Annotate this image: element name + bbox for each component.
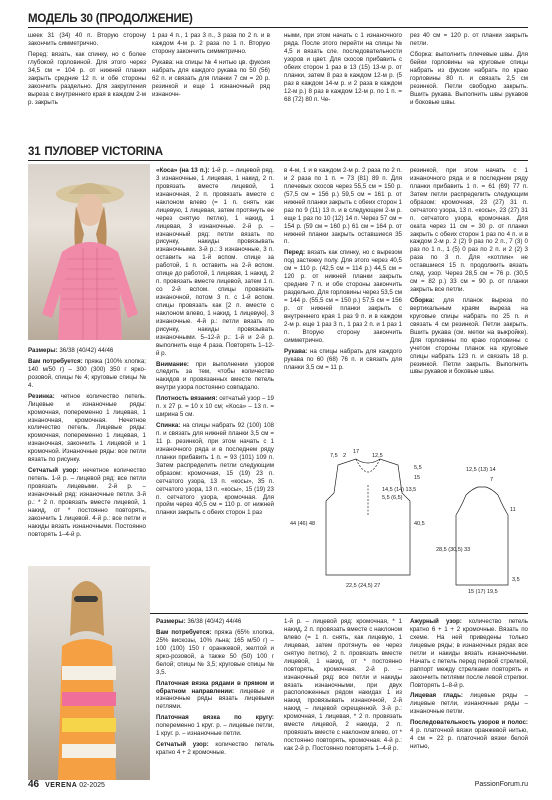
sleeve-outline [456, 487, 508, 585]
cable-paragraph: «Коса» (на 13 п.): 1-й р. – лицевой ряд. 3 изнаночные, 1 лицевая, 1 накид, 2 п. провязать вместе лицевой, 1 изнаночная, 2 п. провязать вместе с наклоном влево (= 1 п. снять как лицевую, 1 лицевая, затем протянуть ее через снятую петлю), 1 накид, 1 лицевая, 3 изнаночные. 2-й р. – изнаночный ряд: петли вязать по рисунку, накиды провязывать изнаночными. 3-й р.: 3 изнаночные, 3 п. оставить на 1-й вспом. спице за работой, 1 п. оставить на 2-й вспом. спице до работой, 1 лицевая, 1 накид, 2 п. провязать вместе лицевой, затем 1 п. со 2-й вспом. спицы провязать изнаночной, потом 3 п. с 1-й вспом. спицы провязать как [2 п. вместе с наклоном влево, 1 накид, 1 лицевую], 3 изнаночные. 4-й р.: петли вязать по рисунку, накиды провязывать изнаночными. 5–12-й р.: 1-й и 2-й р. выполнить еще 4 раза. Повторять 1–12-й р. [156, 167, 275, 357]
s31-column-left [28, 347, 146, 542]
s31-column-far [410, 167, 528, 379]
dimension-label: 7,5 [330, 453, 338, 459]
pattern-schematic [286, 445, 530, 595]
section-title: МОДЕЛЬ 30 (ПРОДОЛЖЕНИЕ) [28, 13, 193, 26]
s32-column-left [156, 618, 274, 760]
materials-paragraph: Вам потребуется: пряжа (100% хлопка; 140 м/50 г) – 300 (300) 350 г ярко-розовой, спицы № 4; круговые спицы № 4. [28, 357, 146, 389]
dimension-label: 14,5 (14) 13,5 [382, 487, 417, 493]
paragraph: Рукава: на спицы № 4 нитью цв. фуксия набрать для каждого рукава по 50 (56) 62 п. и связать для планки 7 см = 20 р. резинкой и еще 1 изнаночный ряд изнаночн- [152, 58, 270, 98]
assembly-paragraph: Сборка: для планок выреза по вертикальным краям выреза на круговые спицы набрать по 25 п. и связать 4 см резинкой. Петли закрыть. Вшить рукава (см. метки на выкройке). Для горловины по краю горловины с учетом стороны планок на круговые спицы набрать 123 п. и связать 18 р. резинкой. Петли закрыть. Выполнить швы рукавов и боковые швы. [410, 297, 528, 376]
photo-illustration [28, 164, 150, 340]
paragraph: Перед: вязать, как спинку, но с более глубокой горловиной. Для этого через 34,5 см = 104 р. от нижней планки закрыть средние 12 п. и обе стороны закончить раздельно. Для закругления выреза с внутреннего края в каждом 2-м р. закрыть [28, 50, 146, 106]
section-header-model30 [28, 14, 528, 28]
paragraph: 1 раз 4 п., 1 раз 3 п., 3 раза по 2 п. и в каждом 4-м р. 2 раза по 1 п. Вторую сторону закончить симметрично. [152, 32, 270, 55]
dimension-label: 5,5 (6,5) [382, 495, 403, 501]
s32-column-right [410, 618, 528, 754]
front-paragraph: Перед: вязать как спинку, но с вырезом под застежку полу. Для этого через 40,5 см = 110 р. (42,5 см = 114 р.) 44,5 см = 120 р. от нижней планки закрыть средние 7 п. и обе стороны закончить раздельно. Для горловины через 53,5 см = 144 р. (55,5 см = 150 р.) 57,5 см = 156 р. от нижней планки закрыть с внутреннего края 1 раз 9 п. и в каждом 2-м р. еще 1 раз 3 п., 1 раз 2 п. и 1 раз 1 п. Вторую сторону закончить симметрично. [284, 249, 402, 344]
mesh-pattern-paragraph: Сетчатый узор: нечетное количество петель. 1-й р. – лицевой ряд: все петли провязать лицевыми. 2-й р. – изнаночный ряд: изнаночные петли. 3-й р.: * 2 п. провязать вместе лицевой, 1 накид, от * постоянно повторять, закончить 1 лицевой. 4-й р.: все петли и накиды вязать изнаночными. Постоянно повторять 1–4-й р. [28, 467, 146, 538]
garter-round-paragraph: Платочная вязка по кругу: попеременно 1 круг. р. – лицевые петли, 1 круг. р. – изнаночные петли. [156, 714, 274, 738]
s32-column-mid [284, 618, 402, 756]
model30-column-4 [410, 32, 528, 109]
dimension-label: 17 [353, 449, 360, 455]
sizes-paragraph: Размеры: 36/38 (40/42) 44/46 [156, 618, 242, 625]
sleeves-paragraph: Рукава: на спицы набрать для каждого рукава по 60 (68) 76 п. и связать для планки 3,5 см = 11 р. [284, 347, 402, 371]
garter-rows-paragraph: Платочная вязка рядами в прямом и обратном направлении: лицевые и изнаночные ряды вязать лицевыми петлями. [156, 679, 274, 711]
model-photo-top [28, 566, 150, 780]
dimension-label: 12,5 [372, 453, 383, 459]
dimension-label: 28,5 (30,5) 33 [436, 547, 471, 553]
note-paragraph: Внимание: при выполнении узоров следить за тем, чтобы количество накидов и провязанных вместе петель внутри узора постоянно совпадало. [156, 360, 274, 392]
s31-column-mid [156, 167, 274, 520]
paragraph: Сборка: выполнить плечевые швы. Для бейки горловины на круговые спицы набрать из фуксии набрать по краю горловины 80 п. и связать 2,5 см резинкой. Петли свободно закрыть. Вшить рукава. Выполнить швы рукавов и боковые швы. [410, 50, 528, 106]
paragraph: ными, при этом начать с 1 изнаночного ряда. После этого перейти на спицы № 4,5 и вязать сле. последовательности узоров и цвет. Для скосов прибавить с обеих сторон 1 раз в 13 (15) 13-м р. от планки, затем 8 раз в каждом 12-м р. (5 раз в каждом 14-м р. и 2 раза в каждом 12-м р.) 8 раз в каждом 12-м р. по 1 п. = 68 (72) 80 п. Че- [284, 32, 402, 103]
magazine-name: VERENA [45, 781, 78, 789]
paragraph: 1-й р. – лицевой ряд: кромочная, * 1 накид, 2 п. провязать вместе с наклоном влево (= 1 п. снять, как лицевую, 1 лицевая, затем протянуть ее через снятую петлю), 2 п. провязать вместе лицевой, 1 накид, от * постоянно повторять, кромочная. 2-й р. – изнаночный ряд: все петли и накиды вязать изнаночными, при двух расположенных рядом накидах 1 из накид провязывать изнаночной, 2-й накид – лицевой скрещенной. 3-й р.: кромочная, 1 лицевая, * 2 п. провязать вместе лицевой, 2 накида, 2 п. провязать вместе с наклоном влево, от * постоянно повторять, кромочная. 4-й р.: как 2-й р. Постоянно повторять 1–4-й р. [284, 618, 402, 752]
dimension-label: 7 [490, 477, 494, 483]
issue-number: 02-2025 [79, 781, 105, 789]
section-number: 31 [28, 146, 41, 159]
mesh-pattern-paragraph: Сетчатый узор: количество петель кратно 4 + 2 кромочные. [156, 741, 274, 757]
dimension-label: 3,5 [512, 577, 520, 583]
site-watermark: PassionForum.ru [474, 780, 528, 788]
dimension-label: 5,5 [414, 465, 422, 471]
page-footer [28, 779, 528, 791]
dimension-label: 44 (46) 48 [290, 521, 316, 527]
dimension-label: 22,5 (24,5) 27 [346, 583, 381, 589]
lace-pattern-paragraph: Ажурный узор: количество петель кратно 6 + 1 + 2 кромочные. Вязать по схеме. На ней приведены только лицевые ряды; в изнаночных рядах все петли и накиды вязать изнаночными. Начать с петель перед первой стрелкой, раппорт между стрелками повторять и закончить петлями после левой стрелки. Повторять 1–8-й р. [410, 618, 528, 689]
dimension-label: 40,5 [414, 521, 425, 527]
model30-column-2 [152, 32, 270, 102]
model-photo-pullover [28, 164, 150, 340]
rib-paragraph: Резинка: четное количество петель. Лицевые и изнаночные ряды: кромочная, попеременно 1 лицевая, 1 изнаночная, кромочная. Нечетное количество петель. Лицевые ряды: кромочная, попеременно 1 лицевая, 1 изнаночная, закончить 1 лицевой и 1 кромочной. Изнаночные ряды: все петли вязать по рисунку. [28, 392, 146, 464]
paragraph: резинкой, при этом начать с 1 изнаночного ряда и в последнем ряду планки прибавить 1 п. = 61 (69) 77 п. Затем петли распределить следующим образом: кромочная, 23 (27) 31 п. сетчатого узора, 13 п. «косы», 23 (27) 31 п. сетчатого узора, кромочная. Для оката через 11 см = 30 р. от планки закрыть с обеих сторон 1 раз по 4 п. и в каждом 2-м р. 2 (2) 9 раз по 2 п., 7 (3) 0 раз по 1 п., 1 (5) 0 раз по 2 п. и 2 (2) 3 раза по 3 п. Для «котлин» не оставшиеся 15 п. продолжить вязать след. узор. Через 28,5 см = 76 р. (30,5 см = 82 р.) 33 см = 90 р. от планки закрыть все петли. [410, 167, 528, 294]
paragraph: рез 40 см = 120 р. от планки закрыть петли. [410, 32, 528, 47]
stockinette-paragraph: Лицевая гладь: лицевые ряды – лицевые петли, изнаночные ряды – изнаночные петли. [410, 692, 528, 716]
gauge-paragraph: Плотность вязания: сетчатый узор – 19 п. x 27 р. = 10 x 10 см; «Коса» – 13 п. = ширина 5 см. [156, 395, 274, 419]
sizes-paragraph: Размеры: 36/38 (40/42) 44/46 [28, 347, 114, 354]
photo-illustration [28, 566, 150, 780]
paragraph: в 4-м, 1 и в каждом 2-м р. 2 раза по 2 п. и 2 раза по 1 п. = 73 (81) 89 п. Для плечевых скосов через 55,5 см = 150 р. (57,5 см = 156 р.) 59,5 см = 161 р. от нижней планки закрыть с обеих сторон 1 раз по 9 (11) 13 п. и в следующем 2-м р. еще 1 раз по 10 (12) 14 п. Через 57 см = 154 р. (59 см = 160 р.) 61 см = 164 р. от нижней планки закрыть оставшиеся 35 п. [284, 167, 402, 246]
model30-column-1 [28, 32, 146, 109]
body-outline [326, 459, 410, 575]
dimension-label: 2 [343, 453, 347, 459]
back-paragraph: Спинка: на спицы набрать 92 (100) 108 п. и связать для нижней планки 3,5 см = 11 р. резинкой, при этом начать с 1 изнаночного ряда и в последнем ряду планки прибавить 1 п. = 93 (101) 109 п. Затем распределить петли следующим образом: кромочная, 15 (19) 23 п. сетчатого узора, 13 п. «косы», 35 п. сетчатого узора, 13 п. «косы», 15 (19) 23 п. сетчатого узора, кромочная. Для пройм через 40,5 см = 110 р. от нижней планки закрыть с обеих сторон 1 раз [156, 422, 274, 517]
s31-column-right [284, 167, 402, 374]
section-title: ПУЛОВЕР VICTORINA [44, 146, 163, 159]
section-header-31 [28, 147, 528, 161]
paragraph: шеек 31 (34) 40 п. Вторую сторону закончить симметрично. [28, 32, 146, 47]
materials-paragraph: Вам потребуется: пряжа (65% хлопка, 25% вискозы, 10% льна; 165 м/50 г) – 100 (100) 150 г оранжевой, желтой и ярко-розовой, а также 50 (50) 100 г белой; спицы № 3,5; круговые спицы № 3,5. [156, 628, 274, 676]
page-number: 46 [28, 778, 40, 790]
dimension-label: 15 (17) 19,5 [468, 589, 498, 595]
footer-left [28, 779, 105, 792]
model30-column-3 [284, 32, 402, 106]
dimension-label: 15 [414, 475, 421, 481]
dimension-label: 12,5 (13) 14 [466, 467, 496, 473]
dimension-label: 11 [510, 507, 516, 513]
stripe-sequence-paragraph: Последовательность узоров и полос: 4 р. платочной вязки оранжевой нитью, 4 см = 22 р. платочной вязки белой нитью, [410, 719, 528, 751]
